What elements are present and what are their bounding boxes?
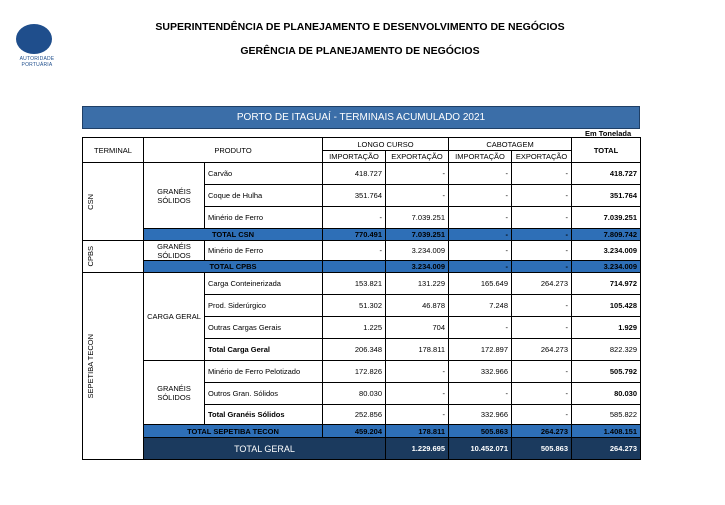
table-row: Prod. Siderúrgico 51.302 46.878 7.248 - 105.428 — [83, 295, 641, 317]
subtotal-row: Total Granéis Sólidos 252.856 - 332.966 - 585.822 — [83, 405, 641, 425]
total-row: TOTAL CPBS 3.234.009 - - 3.234.009 — [83, 261, 641, 273]
terminals-table — [82, 137, 641, 460]
group-graneis-solidos: GRANÉIS SÓLIDOS — [144, 163, 205, 229]
col-cab-exportacao: EXPORTAÇÃO — [512, 151, 572, 163]
col-lc-importacao: IMPORTAÇÃO — [323, 151, 386, 163]
col-terminal: TERMINAL — [83, 138, 144, 163]
col-cabotagem: CABOTAGEM — [449, 138, 572, 151]
terminal-sepetiba: SEPETIBA TECON — [83, 273, 144, 460]
table-row: Outros Gran. Sólidos 80.030 - - - 80.030 — [83, 383, 641, 405]
total-row: TOTAL CSN 770.491 7.039.251 - - 7.809.742 — [83, 229, 641, 241]
table-banner: PORTO DE ITAGUAÍ - TERMINAIS ACUMULADO 2021 — [82, 106, 640, 129]
col-total: TOTAL — [572, 138, 641, 163]
table-row: Coque de Hulha 351.764 - - - 351.764 — [83, 185, 641, 207]
col-cab-importacao: IMPORTAÇÃO — [449, 151, 512, 163]
table-row: CPBS GRANÉIS SÓLIDOS Minério de Ferro - 3.234.009 - - 3.234.009 — [83, 241, 641, 261]
group-graneis-solidos: GRANÉIS SÓLIDOS — [144, 241, 205, 261]
header-title-2: GERÊNCIA DE PLANEJAMENTO DE NEGÓCIOS — [240, 45, 480, 57]
col-lc-exportacao: EXPORTAÇÃO — [386, 151, 449, 163]
table-row: SEPETIBA TECON CARGA GERAL Carga Conteinerizada 153.821 131.229 165.649 264.273 714.972 — [83, 273, 641, 295]
group-graneis-solidos: GRANÉIS SÓLIDOS — [144, 361, 205, 425]
total-geral-row: TOTAL GERAL 1.229.695 10.452.071 505.863 264.273 — [83, 438, 641, 460]
header-title-1: SUPERINTENDÊNCIA DE PLANEJAMENTO E DESENVOLVIMENTO DE NEGÓCIOS — [155, 21, 565, 33]
unit-note: Em Tonelada — [585, 129, 632, 138]
table-row: Outras Cargas Gerais 1.225 704 - - 1.929 — [83, 317, 641, 339]
group-carga-geral: CARGA GERAL — [144, 273, 205, 361]
table-row: GRANÉIS SÓLIDOS Minério de Ferro Pelotizado 172.826 - 332.966 - 505.792 — [83, 361, 641, 383]
autoridade-portuaria-logo — [6, 22, 66, 68]
col-produto: PRODUTO — [144, 138, 323, 163]
logo-emblem — [16, 24, 52, 54]
terminal-csn: CSN — [83, 163, 144, 241]
subtotal-row: Total Carga Geral 206.348 178.811 172.897 264.273 822.329 — [83, 339, 641, 361]
table-row: Minério de Ferro - 7.039.251 - - 7.039.251 — [83, 207, 641, 229]
terminal-cpbs: CPBS — [83, 241, 144, 273]
col-longo-curso: LONGO CURSO — [323, 138, 449, 151]
total-row: TOTAL SEPETIBA TECON 459.204 178.811 505.863 264.273 1.408.151 — [83, 425, 641, 438]
table-row: CSN GRANÉIS SÓLIDOS Carvão 418.727 - - - 418.727 — [83, 163, 641, 185]
logo-text: AUTORIDADE PORTUÁRIA — [19, 56, 55, 68]
